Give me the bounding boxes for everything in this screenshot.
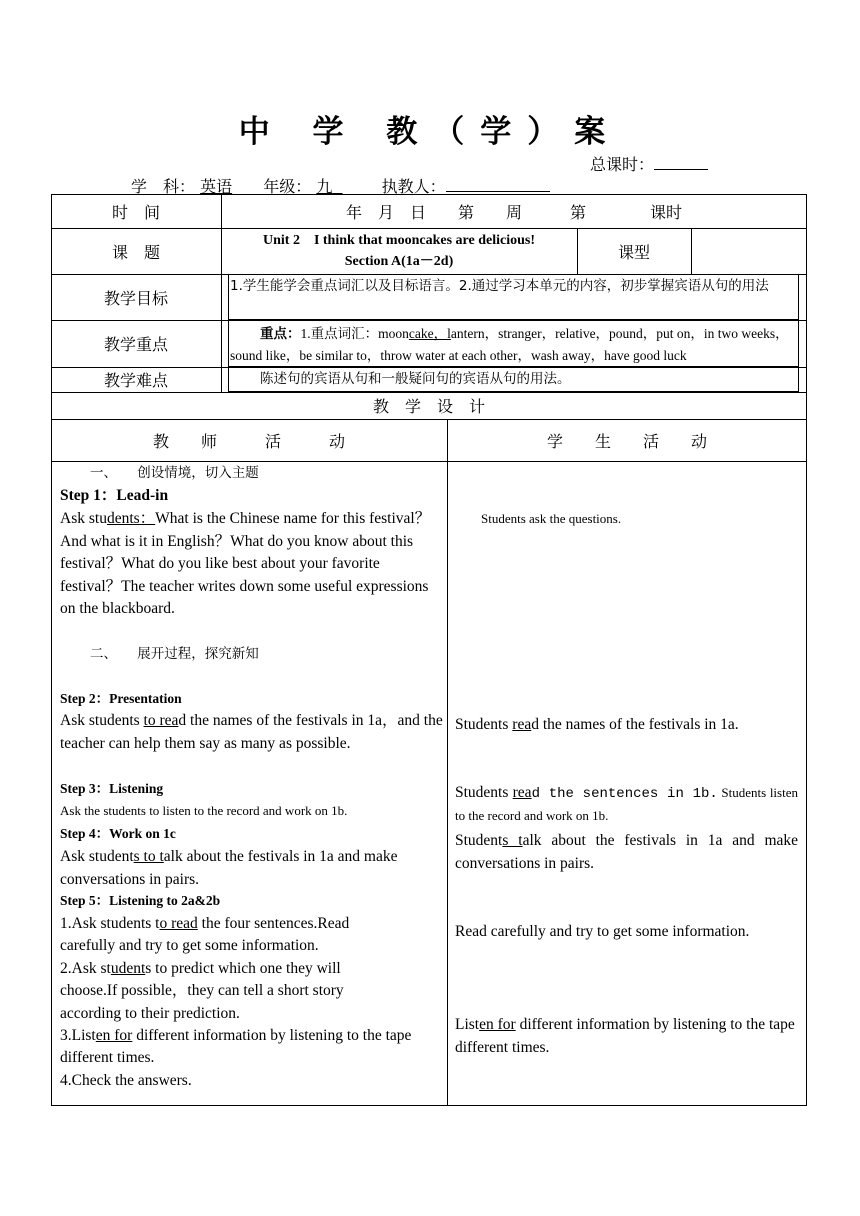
step-5-item-2: 2.Ask students to predict which one they will choose.If possible，they can tell a short story according to their prediction. bbox=[60, 959, 344, 1022]
teacher-activity-header: 教 师 活 动 bbox=[152, 431, 345, 451]
student-activity-3: Students read the sentences in 1b. Students listen to the record and work on 1b. bbox=[455, 784, 798, 823]
step-5-heading: Step 5：Listening to 2a&2b bbox=[60, 893, 221, 908]
subject-value: 英语 bbox=[200, 177, 233, 196]
step-2-text: Ask students to read the names of the festivals in 1a，and the teacher can help them say as many as possible. bbox=[60, 712, 443, 752]
time-value: 年 月 日 第 周 第 课时 bbox=[345, 202, 682, 222]
step-3-heading: Step 3：Listening bbox=[60, 781, 164, 796]
key-label: 教学重点 bbox=[103, 335, 168, 354]
step-1-text: Ask students：What is the Chinese name for this festival？And what is it in English？What do you know about this festival？What do you like best about your favorite festival？The teacher writes down some useful expressions on the blackboard. bbox=[60, 510, 431, 618]
key-text: 重点：1.重点词汇：mooncake，lantern，stranger，relative，pound，put on，in two weeks，sound like，be similar to，throw water at each other，wash away，have good luck bbox=[230, 326, 789, 363]
step-1-heading: Step 1：Lead-in bbox=[60, 487, 169, 504]
topic-line-1: Unit 2 I think that mooncakes are delicious! bbox=[263, 233, 535, 248]
student-activity-4: Students talk about the festivals in 1a and make conversations in pairs. bbox=[455, 832, 799, 872]
type-label: 课型 bbox=[617, 242, 650, 262]
subject-label: 学 科： bbox=[131, 177, 196, 196]
goal-text: 1.学生能学会重点词汇以及目标语言。2.通过学习本单元的内容，初步掌握宾语从句的用法 bbox=[230, 278, 769, 294]
difficulty-text: 陈述句的宾语从句和一般疑问句的宾语从句的用法。 bbox=[260, 371, 571, 387]
student-activity-header: 学 生 活 动 bbox=[546, 431, 707, 451]
step-5-item-3: 3.Listen for different information by listening to the tape different times. bbox=[60, 1027, 412, 1067]
step-4-text: Ask students to talk about the festivals in 1a and make conversations in pairs. bbox=[60, 848, 398, 888]
student-activity-1: Students ask the questions. bbox=[481, 511, 622, 526]
time-label: 时 间 bbox=[111, 202, 160, 222]
step-5-item-1: 1.Ask students to read the four sentences.Read carefully and try to get some information. bbox=[60, 915, 350, 955]
total-periods bbox=[590, 152, 708, 175]
step-4-heading: Step 4：Work on 1c bbox=[60, 826, 176, 841]
student-activity-6: Listen for different information by listening to the tape different times. bbox=[455, 1016, 795, 1056]
grade-label: 年级： bbox=[263, 177, 312, 196]
topic-label: 课 题 bbox=[111, 242, 160, 262]
step-2-heading: Step 2：Presentation bbox=[60, 691, 182, 706]
step-5-item-4: 4.Check the answers. bbox=[60, 1071, 192, 1089]
goal-label: 教学目标 bbox=[103, 288, 168, 308]
section-1-heading: 一、 创设情境，切入主题 bbox=[90, 465, 259, 481]
total-periods-label: 总课时： bbox=[590, 155, 655, 174]
student-activity-5: Read carefully and try to get some information. bbox=[455, 923, 750, 940]
teacher-blank bbox=[446, 177, 550, 192]
student-activity-2: Students read the names of the festivals in 1a. bbox=[455, 716, 739, 733]
page-title: 中 学 教（学）案 bbox=[238, 114, 622, 150]
grade-value: 九 bbox=[316, 177, 333, 196]
teacher-label: 执教人： bbox=[381, 177, 446, 196]
step-5-text bbox=[60, 913, 412, 1092]
step-3-text: Ask the students to listen to the record and work on 1b. bbox=[60, 803, 348, 818]
topic-line-2: Section A(1a－2d) bbox=[344, 254, 454, 269]
topic-value bbox=[221, 230, 577, 272]
section-2-heading: 二、 展开过程，探究新知 bbox=[90, 646, 259, 662]
design-label: 教 学 设 计 bbox=[372, 397, 485, 416]
total-periods-blank bbox=[654, 155, 708, 170]
difficulty-label: 教学难点 bbox=[103, 371, 168, 390]
